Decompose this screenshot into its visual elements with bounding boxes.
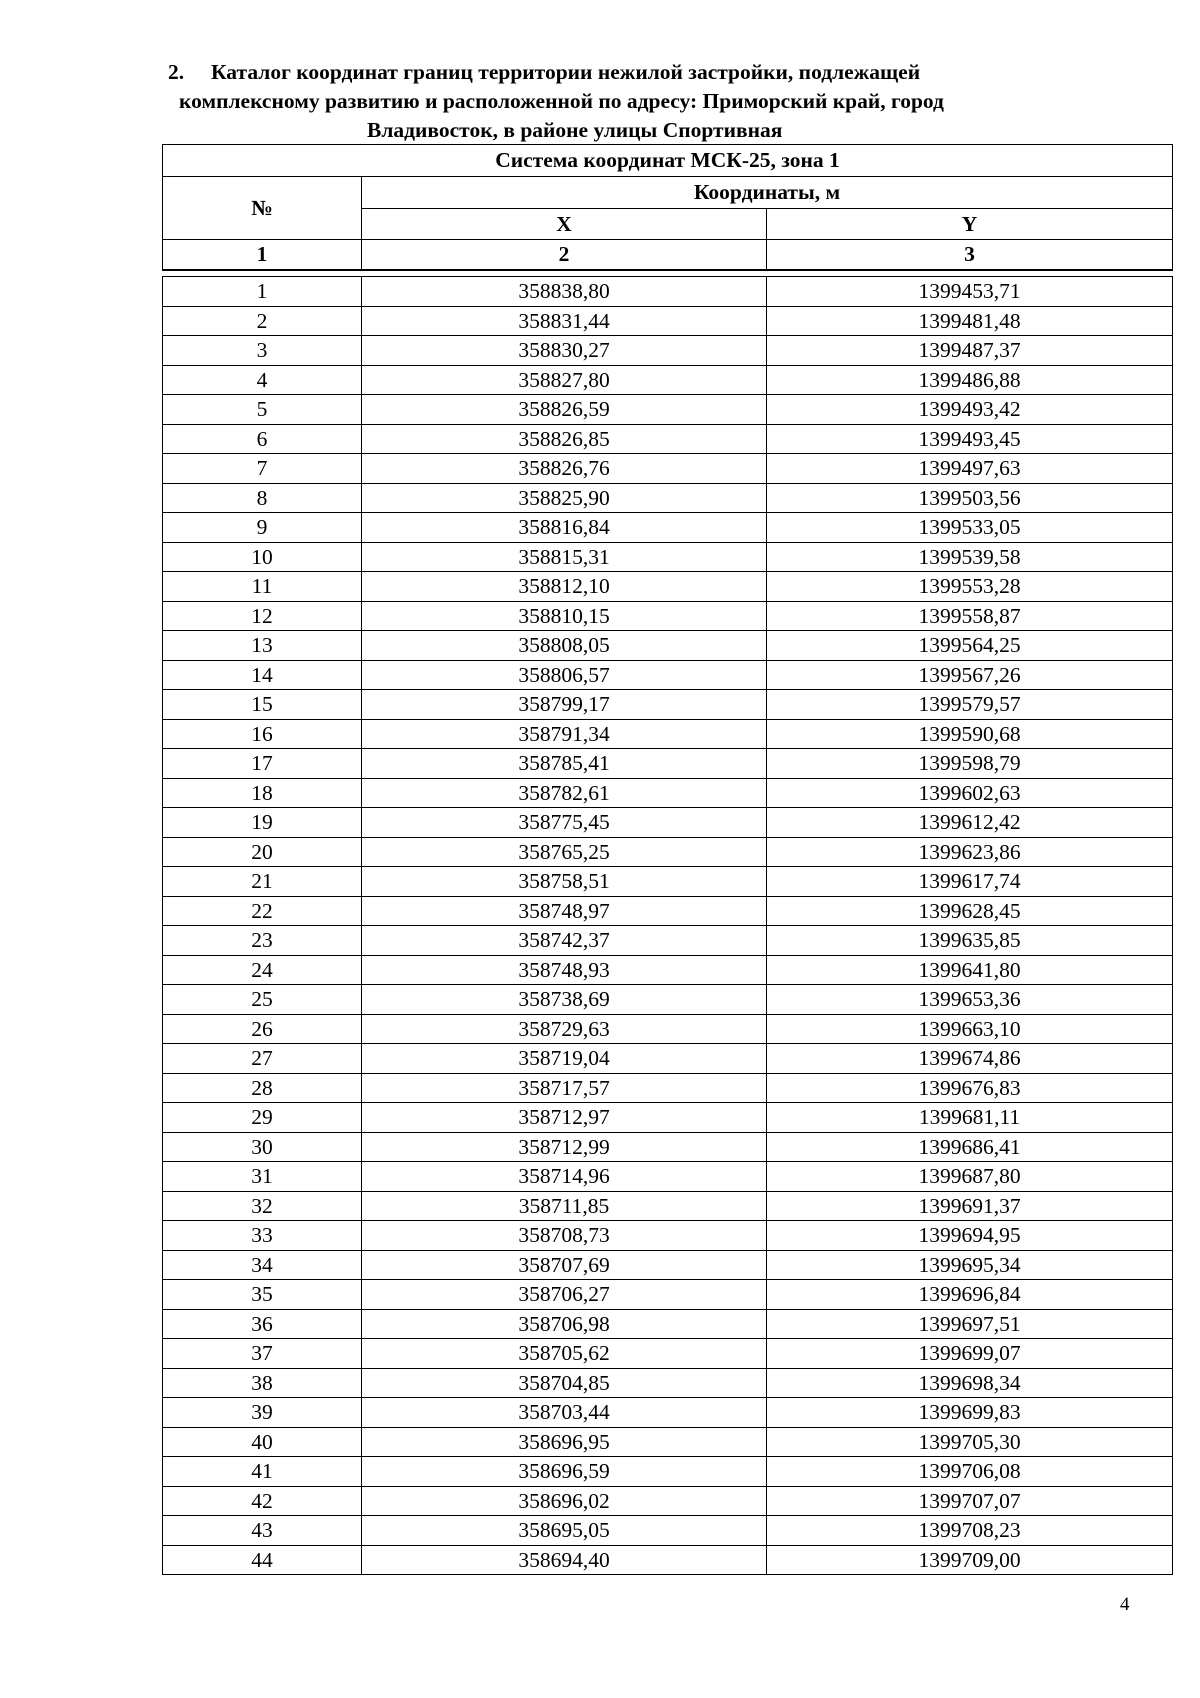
y-coordinate-cell: 1399699,07 [767, 1339, 1173, 1369]
x-coordinate-cell: 358806,57 [362, 660, 767, 690]
table-row [163, 365, 1173, 395]
table-row [163, 454, 1173, 484]
y-coordinate-cell: 1399481,48 [767, 306, 1173, 336]
y-coordinate-cell: 1399590,68 [767, 719, 1173, 749]
point-number-cell: 10 [163, 542, 362, 572]
y-coordinate-cell: 1399706,08 [767, 1457, 1173, 1487]
point-number-cell: 43 [163, 1516, 362, 1546]
y-coordinate-cell: 1399493,45 [767, 424, 1173, 454]
y-coordinate-cell: 1399699,83 [767, 1398, 1173, 1428]
x-coordinate-cell: 358712,99 [362, 1132, 767, 1162]
y-coordinate-cell: 1399612,42 [767, 808, 1173, 838]
table-row [163, 336, 1173, 366]
y-coordinate-cell: 1399705,30 [767, 1427, 1173, 1457]
x-coordinate-cell: 358838,80 [362, 277, 767, 307]
point-number-cell: 13 [163, 631, 362, 661]
x-coordinate-cell: 358810,15 [362, 601, 767, 631]
table-row [163, 808, 1173, 838]
point-number-cell: 18 [163, 778, 362, 808]
y-coordinate-cell: 1399623,86 [767, 837, 1173, 867]
table-row [163, 955, 1173, 985]
point-number-cell: 3 [163, 336, 362, 366]
y-coordinate-cell: 1399696,84 [767, 1280, 1173, 1310]
point-number-cell: 25 [163, 985, 362, 1015]
table-row [163, 424, 1173, 454]
y-coordinate-cell: 1399695,34 [767, 1250, 1173, 1280]
table-row [163, 926, 1173, 956]
table-row [163, 306, 1173, 336]
y-coordinate-cell: 1399503,56 [767, 483, 1173, 513]
table-row [163, 1457, 1173, 1487]
y-coordinate-cell: 1399698,34 [767, 1368, 1173, 1398]
table-row [163, 749, 1173, 779]
x-coordinate-cell: 358782,61 [362, 778, 767, 808]
table-row [163, 985, 1173, 1015]
point-number-cell: 1 [163, 277, 362, 307]
section-number: 2. [168, 60, 185, 84]
point-number-cell: 15 [163, 690, 362, 720]
x-coordinate-cell: 358826,85 [362, 424, 767, 454]
table-row [163, 513, 1173, 543]
point-number-cell: 35 [163, 1280, 362, 1310]
point-number-cell: 20 [163, 837, 362, 867]
x-coordinate-cell: 358729,63 [362, 1014, 767, 1044]
point-number-cell: 23 [163, 926, 362, 956]
point-number-cell: 33 [163, 1221, 362, 1251]
page-number: 4 [1120, 1594, 1130, 1615]
y-coordinate-cell: 1399539,58 [767, 542, 1173, 572]
y-coordinate-cell: 1399533,05 [767, 513, 1173, 543]
point-number-cell: 39 [163, 1398, 362, 1428]
point-number-cell: 2 [163, 306, 362, 336]
x-coordinate-cell: 358738,69 [362, 985, 767, 1015]
x-coordinate-cell: 358704,85 [362, 1368, 767, 1398]
x-coordinate-cell: 358712,97 [362, 1103, 767, 1133]
y-coordinate-cell: 1399707,07 [767, 1486, 1173, 1516]
x-coordinate-cell: 358708,73 [362, 1221, 767, 1251]
table-row [163, 542, 1173, 572]
point-number-cell: 31 [163, 1162, 362, 1192]
x-coordinate-cell: 358758,51 [362, 867, 767, 897]
table-row [163, 719, 1173, 749]
coordinates-table-body [162, 276, 1173, 1575]
point-number-cell: 11 [163, 572, 362, 602]
y-coordinate-cell: 1399579,57 [767, 690, 1173, 720]
point-number-cell: 8 [163, 483, 362, 513]
y-coordinate-cell: 1399564,25 [767, 631, 1173, 661]
y-coordinate-cell: 1399567,26 [767, 660, 1173, 690]
point-number-cell: 27 [163, 1044, 362, 1074]
x-coordinate-cell: 358694,40 [362, 1545, 767, 1575]
x-coordinate-cell: 358826,76 [362, 454, 767, 484]
point-number-cell: 34 [163, 1250, 362, 1280]
y-coordinate-cell: 1399686,41 [767, 1132, 1173, 1162]
table-row [163, 1073, 1173, 1103]
y-coordinate-cell: 1399687,80 [767, 1162, 1173, 1192]
y-coordinate-cell: 1399709,00 [767, 1545, 1173, 1575]
x-coordinate-cell: 358775,45 [362, 808, 767, 838]
table-row [163, 601, 1173, 631]
y-coordinate-cell: 1399691,37 [767, 1191, 1173, 1221]
y-coordinate-cell: 1399674,86 [767, 1044, 1173, 1074]
y-coordinate-cell: 1399493,42 [767, 395, 1173, 425]
x-coordinate-cell: 358707,69 [362, 1250, 767, 1280]
y-coordinate-cell: 1399628,45 [767, 896, 1173, 926]
point-number-cell: 9 [163, 513, 362, 543]
point-number-cell: 7 [163, 454, 362, 484]
x-coordinate-cell: 358714,96 [362, 1162, 767, 1192]
x-coordinate-cell: 358696,02 [362, 1486, 767, 1516]
x-coordinate-cell: 358748,93 [362, 955, 767, 985]
table-row [163, 837, 1173, 867]
y-coordinate-cell: 1399487,37 [767, 336, 1173, 366]
x-coordinate-cell: 358815,31 [362, 542, 767, 572]
x-coordinate-cell: 358703,44 [362, 1398, 767, 1428]
table-row [163, 660, 1173, 690]
y-coordinate-cell: 1399553,28 [767, 572, 1173, 602]
y-coordinate-cell: 1399497,63 [767, 454, 1173, 484]
table-row [163, 1309, 1173, 1339]
point-number-cell: 17 [163, 749, 362, 779]
y-coordinate-cell: 1399453,71 [767, 277, 1173, 307]
table-row [163, 572, 1173, 602]
col-number-1: 1 [163, 240, 362, 271]
table-row [163, 896, 1173, 926]
x-coordinate-cell: 358696,95 [362, 1427, 767, 1457]
point-number-cell: 26 [163, 1014, 362, 1044]
x-coordinate-cell: 358826,59 [362, 395, 767, 425]
x-coordinate-cell: 358719,04 [362, 1044, 767, 1074]
y-coordinate-cell: 1399635,85 [767, 926, 1173, 956]
table-row [163, 1339, 1173, 1369]
table-row [163, 1398, 1173, 1428]
y-coordinate-cell: 1399708,23 [767, 1516, 1173, 1546]
point-number-cell: 19 [163, 808, 362, 838]
point-number-cell: 44 [163, 1545, 362, 1575]
point-number-cell: 24 [163, 955, 362, 985]
x-coordinate-cell: 358785,41 [362, 749, 767, 779]
y-coordinate-cell: 1399676,83 [767, 1073, 1173, 1103]
table-row [163, 867, 1173, 897]
table-row [163, 277, 1173, 307]
table-row [163, 1162, 1173, 1192]
table-row [163, 1191, 1173, 1221]
heading-line-2: комплексному развитию и расположенной по адресу: Приморский край, город [179, 89, 944, 113]
table-row [163, 1427, 1173, 1457]
point-number-cell: 41 [163, 1457, 362, 1487]
y-coordinate-cell: 1399681,11 [767, 1103, 1173, 1133]
heading-text-1: Каталог координат границ территории нежилой застройки, подлежащей [211, 60, 921, 84]
table-row [163, 395, 1173, 425]
x-coordinate-cell: 358695,05 [362, 1516, 767, 1546]
table-row [163, 483, 1173, 513]
x-coordinate-cell: 358705,62 [362, 1339, 767, 1369]
x-coordinate-cell: 358748,97 [362, 896, 767, 926]
x-coordinate-cell: 358827,80 [362, 365, 767, 395]
table-row [163, 1044, 1173, 1074]
x-coordinate-cell: 358765,25 [362, 837, 767, 867]
x-coordinate-cell: 358711,85 [362, 1191, 767, 1221]
table-row [163, 631, 1173, 661]
point-number-cell: 29 [163, 1103, 362, 1133]
col-no-header: № [163, 177, 362, 240]
table-row [163, 690, 1173, 720]
x-coordinate-cell: 358830,27 [362, 336, 767, 366]
col-number-3: 3 [767, 240, 1173, 271]
y-coordinate-cell: 1399663,10 [767, 1014, 1173, 1044]
point-number-cell: 16 [163, 719, 362, 749]
point-number-cell: 21 [163, 867, 362, 897]
coords-header: Координаты, м [362, 177, 1173, 209]
x-coordinate-cell: 358825,90 [362, 483, 767, 513]
point-number-cell: 5 [163, 395, 362, 425]
y-coordinate-cell: 1399641,80 [767, 955, 1173, 985]
x-header: X [362, 209, 767, 240]
x-coordinate-cell: 358831,44 [362, 306, 767, 336]
col-number-2: 2 [362, 240, 767, 271]
y-coordinate-cell: 1399617,74 [767, 867, 1173, 897]
y-coordinate-cell: 1399602,63 [767, 778, 1173, 808]
coordinates-table-header [162, 144, 1173, 271]
table-row [163, 1221, 1173, 1251]
point-number-cell: 30 [163, 1132, 362, 1162]
x-coordinate-cell: 358706,98 [362, 1309, 767, 1339]
x-coordinate-cell: 358812,10 [362, 572, 767, 602]
coordinate-system-label: Система координат МСК-25, зона 1 [163, 145, 1173, 177]
x-coordinate-cell: 358799,17 [362, 690, 767, 720]
table-row [163, 1545, 1173, 1575]
table-row [163, 1368, 1173, 1398]
table-row [163, 1014, 1173, 1044]
table-row [163, 1516, 1173, 1546]
table-row [163, 1250, 1173, 1280]
y-coordinate-cell: 1399486,88 [767, 365, 1173, 395]
point-number-cell: 40 [163, 1427, 362, 1457]
x-coordinate-cell: 358742,37 [362, 926, 767, 956]
point-number-cell: 14 [163, 660, 362, 690]
x-coordinate-cell: 358696,59 [362, 1457, 767, 1487]
table-row [163, 1486, 1173, 1516]
y-coordinate-cell: 1399694,95 [767, 1221, 1173, 1251]
point-number-cell: 38 [163, 1368, 362, 1398]
point-number-cell: 36 [163, 1309, 362, 1339]
x-coordinate-cell: 358791,34 [362, 719, 767, 749]
point-number-cell: 6 [163, 424, 362, 454]
x-coordinate-cell: 358717,57 [362, 1073, 767, 1103]
table-row [163, 1132, 1173, 1162]
y-coordinate-cell: 1399697,51 [767, 1309, 1173, 1339]
heading-line-3: Владивосток, в районе улицы Спортивная [367, 118, 783, 142]
table-row [163, 1280, 1173, 1310]
point-number-cell: 42 [163, 1486, 362, 1516]
y-coordinate-cell: 1399598,79 [767, 749, 1173, 779]
point-number-cell: 37 [163, 1339, 362, 1369]
point-number-cell: 22 [163, 896, 362, 926]
table-row [163, 778, 1173, 808]
x-coordinate-cell: 358808,05 [362, 631, 767, 661]
y-coordinate-cell: 1399558,87 [767, 601, 1173, 631]
point-number-cell: 32 [163, 1191, 362, 1221]
table-row [163, 1103, 1173, 1133]
y-header: Y [767, 209, 1173, 240]
x-coordinate-cell: 358816,84 [362, 513, 767, 543]
point-number-cell: 12 [163, 601, 362, 631]
point-number-cell: 4 [163, 365, 362, 395]
heading-line-1 [150, 58, 1090, 87]
point-number-cell: 28 [163, 1073, 362, 1103]
y-coordinate-cell: 1399653,36 [767, 985, 1173, 1015]
x-coordinate-cell: 358706,27 [362, 1280, 767, 1310]
section-heading [150, 58, 1090, 145]
